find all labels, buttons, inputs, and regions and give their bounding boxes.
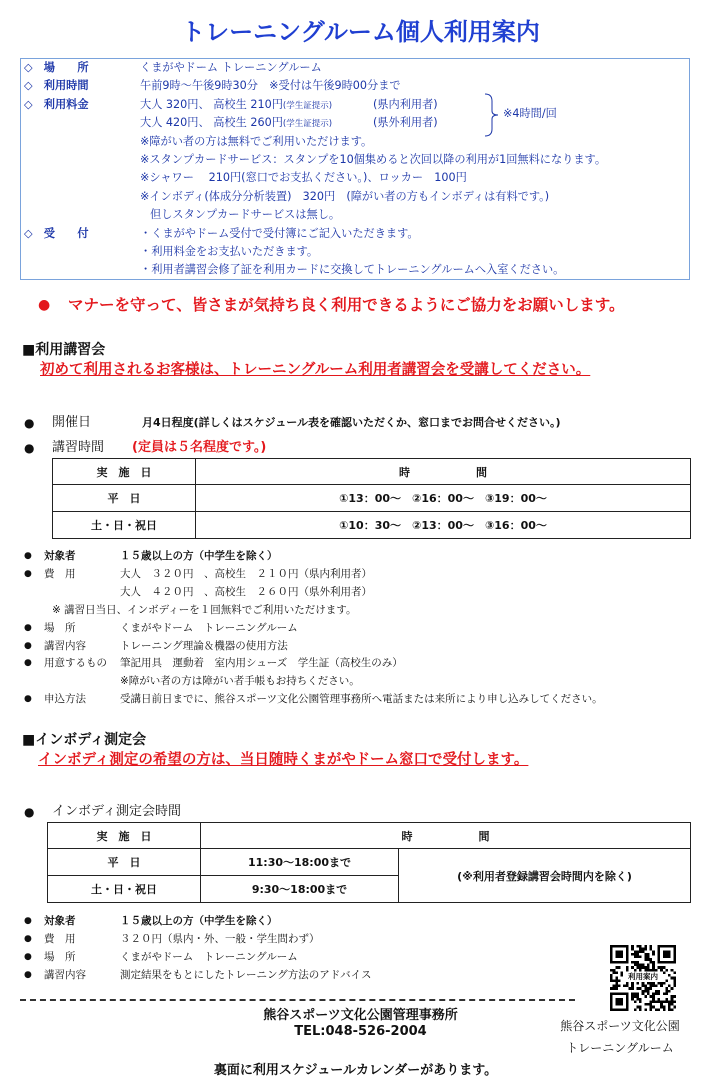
bullet-icon: ● [24,441,35,455]
detail-value: 測定結果をもとにしたトレーニング方法のアドバイス [120,969,372,981]
info-note-row [21,151,689,169]
info-fee-line-2 [140,114,332,133]
course-notice: 初めて利用されるお客様は、トレーニングルーム利用者講習会を受講してください。 [40,362,591,378]
course-time-label: 講習時間 [52,440,105,455]
info-reception-item: ・利用者講習会修了証を利用カードに交換してトレーニングルームへ入室ください。 [140,263,565,277]
bullet-icon: ● [24,658,32,669]
info-reception-row [21,243,689,261]
info-fee-row-2 [21,114,689,132]
fee-student-id-note: (学生証提示) [282,100,333,111]
table-header-day: 実 施 日 [48,823,201,849]
info-hours-label: ◇ 利用時間 [24,79,89,93]
table-cell-time: ①10：30～ ②13：00～ ③16：00～ [196,512,691,539]
fee-area: (県内利用者) [373,97,438,111]
detail-label: 講習内容 [44,639,86,652]
info-sub-note: 但しスタンプカードサービスは無し。 [150,208,341,222]
detail-label: 費 用 [44,567,76,580]
inbody-heading: ■インボディ測定会 [22,732,147,748]
info-location-label: ◇ 場 所 [24,61,89,74]
inbody-schedule-table [47,822,691,903]
detail-value: くまがやドーム トレーニングルーム [120,621,298,634]
detail-label: 費 用 [44,933,76,945]
bullet-icon: ● [24,551,32,561]
detail-label: 対象者 [44,915,76,927]
table-cell-note: (※利用者登録講習会時間内を除く) [399,849,691,903]
manners-notice: マナーを守って、皆さまが気持ち良く利用できるようにご協力をお願いします。 [68,296,625,314]
table-header-time: 時 間 [201,823,691,849]
info-note: ※スタンプカードサービス：スタンプを10個集めると次回以降の利用が1回無料になります。 [140,153,607,166]
table-header-row [53,459,691,485]
course-schedule-table [52,458,691,539]
back-page-note: 裏面に利用スケジュールカレンダーがあります。 [213,1063,498,1078]
table-header-day: 実 施 日 [53,459,196,485]
info-reception-row [21,225,689,243]
bullet-icon: ● [24,568,32,579]
info-box [20,58,690,280]
detail-value: １５歳以上の方（中学生を除く） [120,915,278,927]
detail-value: トレーニング理論＆機器の使用方法 [120,639,288,652]
detail-value: ３２０円（県内・外、一般・学生問わず） [120,933,320,945]
detail-value: １５歳以上の方（中学生を除く） [120,550,278,562]
table-header-row [48,823,691,849]
table-cell-day: 土・日・祝日 [48,876,201,903]
info-location-value: くまがやドーム トレーニングルーム [140,61,322,74]
detail-label: 申込方法 [44,693,86,706]
info-note-row [21,169,689,187]
detail-value: 筆記用具 運動着 室内用シューズ 学生証（高校生のみ） [120,657,403,670]
detail-note: ※障がい者の方は障がい者手帳もお持ちください。 [120,675,360,688]
detail-value: 受講日前日までに、熊谷スポーツ文化公園管理事務所へ電話または来所により申し込みしてください。 [120,693,603,706]
fee-main: 大人 320円、 高校生 210円 [140,97,283,111]
course-capacity-note: (定員は５名程度です。) [132,440,267,455]
bullet-icon: ● [24,952,32,962]
detail-value: くまがやドーム トレーニングルーム [120,951,298,963]
bullet-icon: ● [24,622,32,633]
detail-label: 講習内容 [44,969,86,981]
info-reception-item: ・利用料金をお支払いただきます。 [140,245,319,258]
bullet-icon: ● [24,805,35,819]
info-note-row [21,133,689,151]
office-phone: TEL:048-526-2004 [294,1024,427,1039]
bullet-icon: ● [24,416,35,430]
info-fee-line-1 [140,96,332,115]
bullet-icon: ● [24,694,32,705]
detail-label: 場 所 [44,951,76,963]
info-sub-note-row [21,206,689,224]
qr-code-label: 利用案内 [628,972,658,981]
bullet-icon: ● [24,640,32,651]
table-row [48,849,691,876]
bullet-icon: ● [24,916,32,926]
inbody-time-label: インボディ測定会時間 [52,804,181,819]
detail-value: 大人 ４２０円 、高校生 ２６０円（県外利用者） [120,585,372,598]
info-hours-value: 午前9時～午後9時30分 ※受付は午後9時00分まで [140,79,401,93]
detail-label: 対象者 [44,550,76,562]
fee-student-id-note: (学生証提示) [282,119,333,130]
info-reception-row [21,261,689,279]
info-location-row [21,59,689,77]
manners-bullet-icon: ● [38,297,51,313]
dashed-divider [20,999,575,1001]
info-note: ※シャワー 210円(窓口でお支払ください。)、ロッカー 100円 [140,171,467,185]
bullet-icon: ● [24,934,32,944]
info-reception-label: ◇ 受 付 [24,226,89,240]
info-note: ※インボディ(体成分分析装置) 320円 (障がい者の方もインボディは有料です。) [140,189,550,203]
table-cell-time: 9:30～18:00まで [201,876,399,903]
fee-main: 大人 420円、 高校生 260円 [140,116,283,130]
detail-note: ※ 講習日当日、インボディーを１回無料でご利用いただけます。 [52,603,357,616]
table-row [53,485,691,512]
info-note: ※障がい者の方は無料でご利用いただけます。 [140,134,373,148]
table-cell-day: 土・日・祝日 [53,512,196,539]
table-cell-time: ①13：00～ ②16：00～ ③19：00～ [196,485,691,512]
info-note-row [21,188,689,206]
qr-caption-line: 熊谷スポーツ文化公園 [560,1019,680,1033]
detail-label: 場 所 [44,621,76,634]
fee-area: (県外利用者) [373,116,438,130]
detail-value: 大人 ３２０円 、高校生 ２１０円（県内利用者） [120,567,372,580]
info-reception-item: ・くまがやドーム受付で受付簿にご記入いただきます。 [140,226,419,240]
bullet-icon: ● [24,970,32,980]
fee-duration-note: ※4時間/回 [503,107,557,120]
info-fees-label: ◇ 利用料金 [24,97,89,111]
table-row [53,512,691,539]
course-heading: ■利用講習会 [22,342,106,358]
table-cell-day: 平 日 [48,849,201,876]
table-header-time: 時 間 [196,459,691,485]
course-dates-value: 月4日程度(詳しくはスケジュール表を確認いただくか、窓口までお問合せください。) [142,416,561,429]
detail-label: 用意するもの [44,657,107,670]
page-title: トレーニングルーム個人利用案内 [181,18,540,46]
table-cell-time: 11:30～18:00まで [201,849,399,876]
qr-caption-line: トレーニングルーム [566,1041,674,1055]
info-hours-row [21,77,689,95]
office-name: 熊谷スポーツ文化公園管理事務所 [263,1008,458,1023]
table-cell-day: 平 日 [53,485,196,512]
course-dates-label: 開催日 [52,415,92,430]
inbody-notice: インボディ測定の希望の方は、当日随時くまがやドーム窓口で受付します。 [38,752,529,768]
info-fee-row-1 [21,96,689,114]
